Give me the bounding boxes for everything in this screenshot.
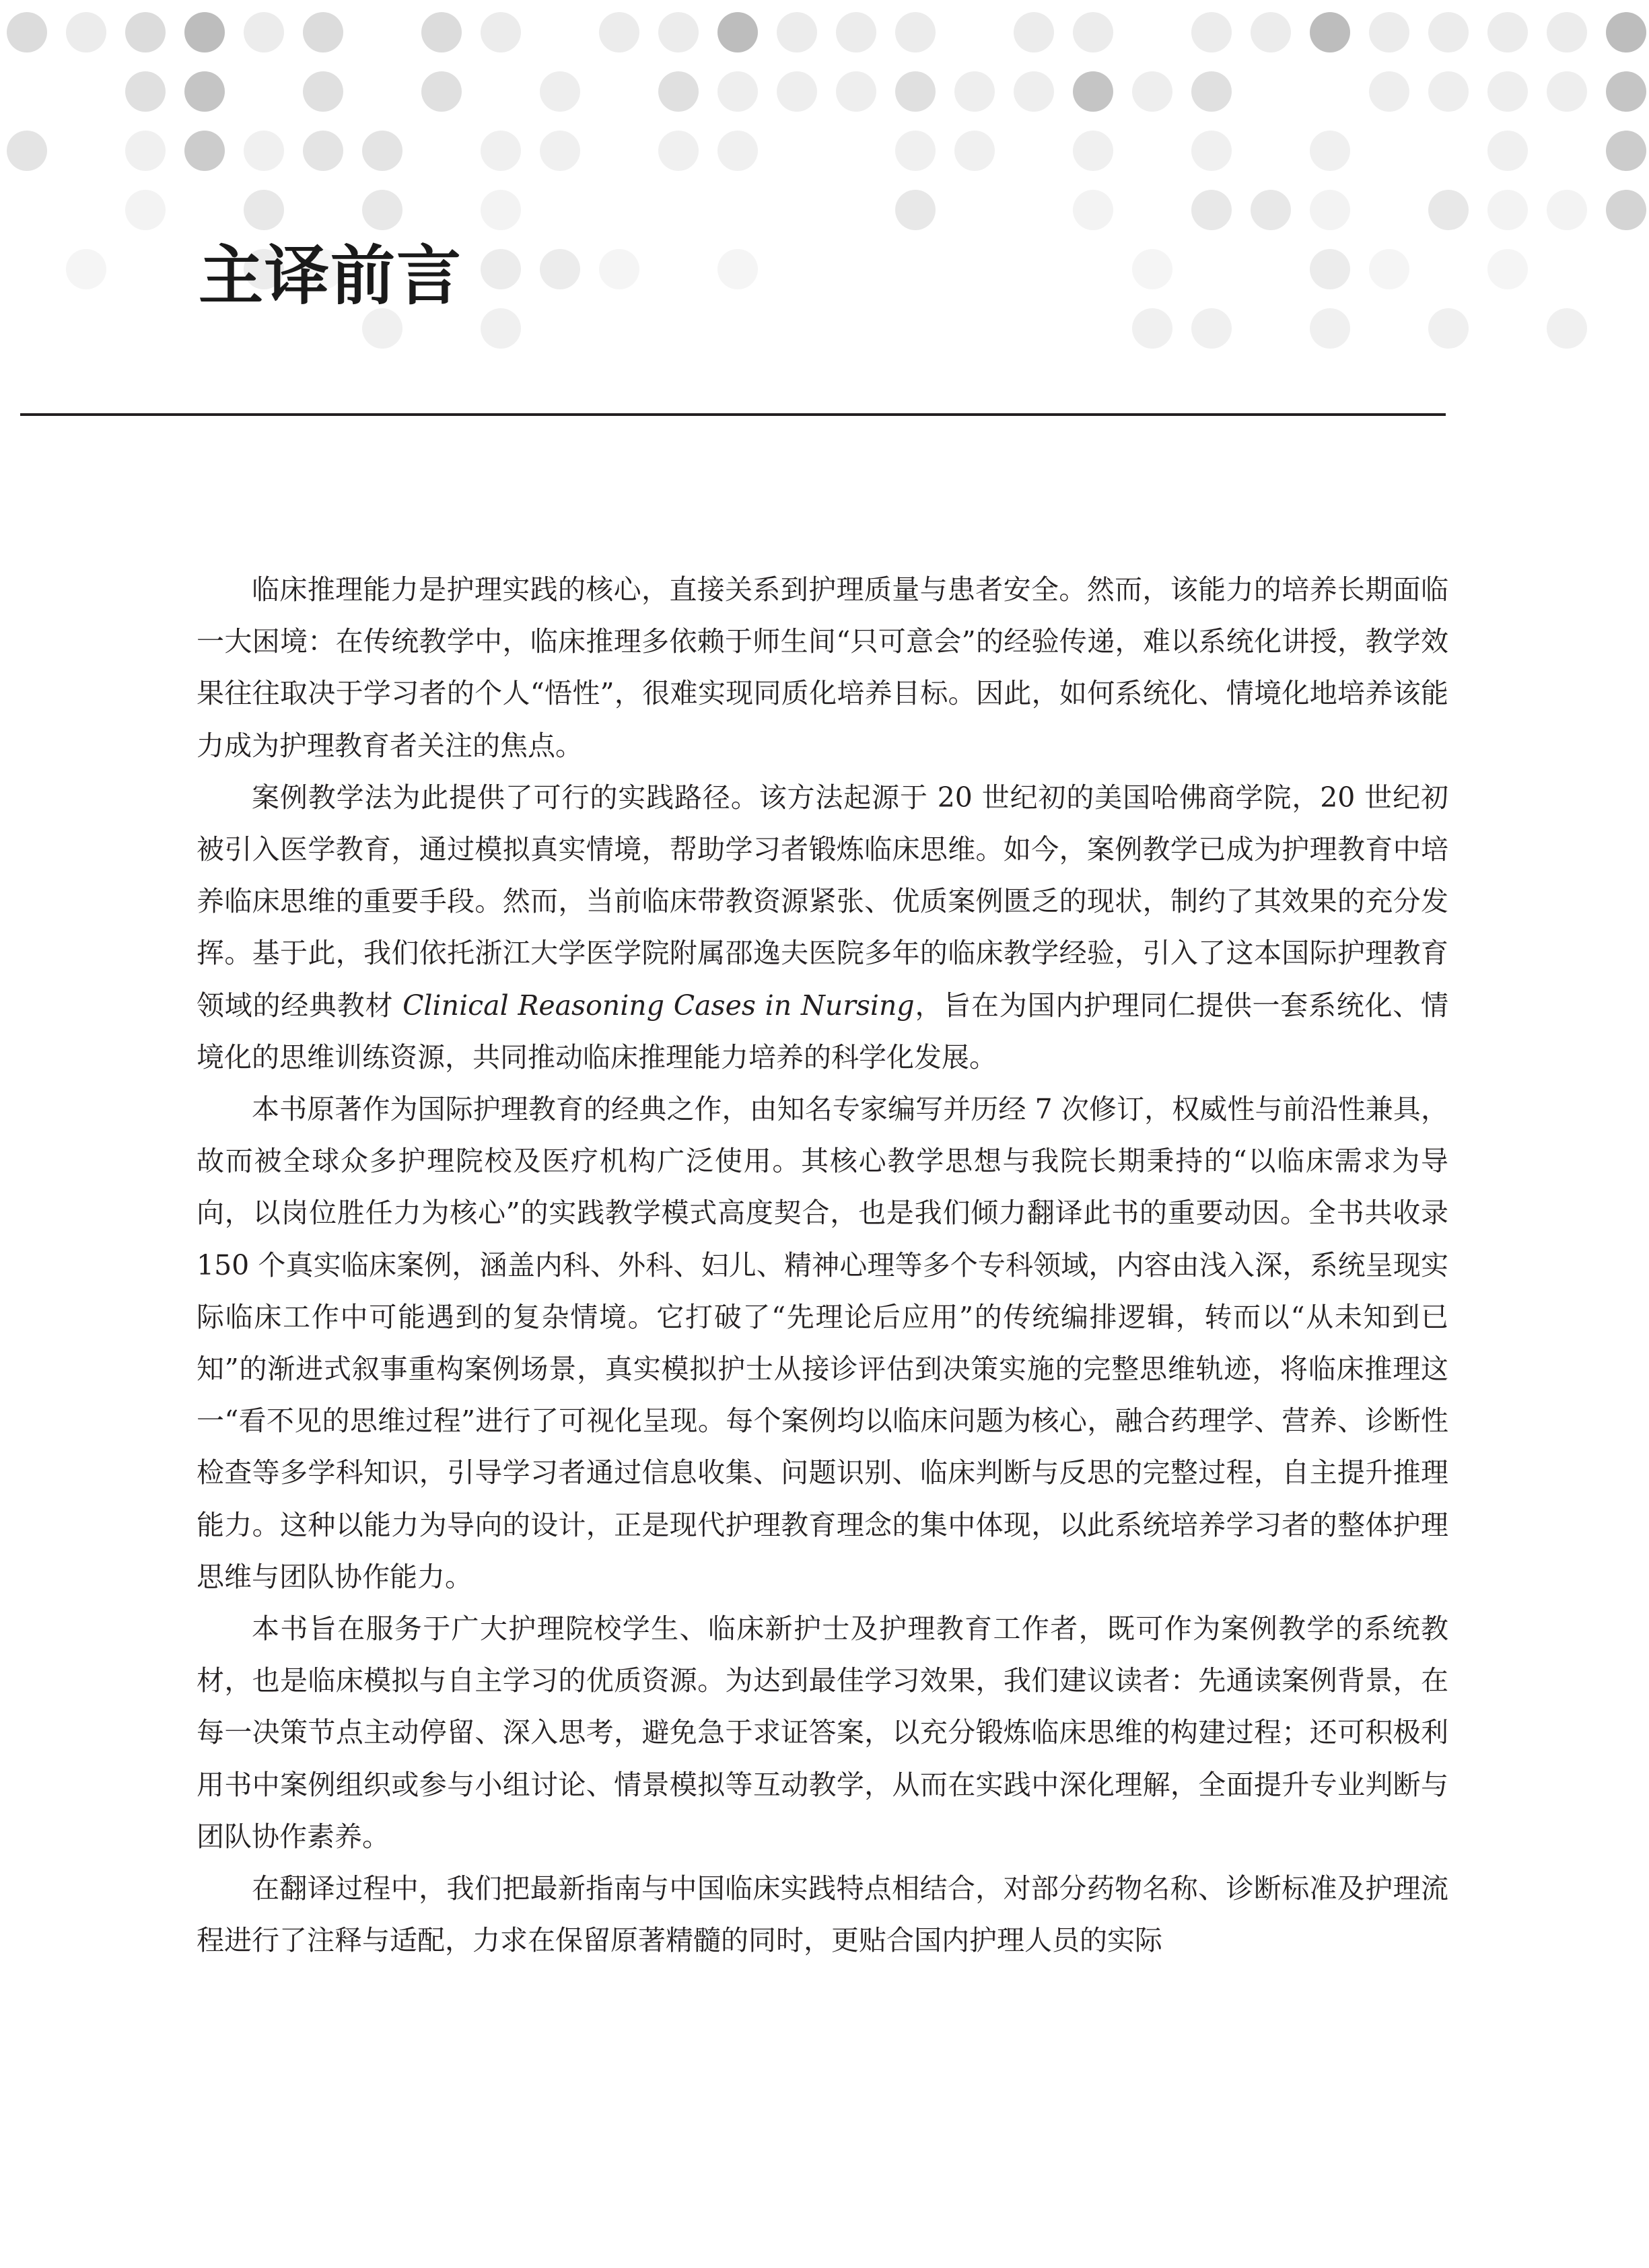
decorative-dot	[125, 131, 166, 171]
page-title: 主译前言	[199, 238, 462, 314]
decorative-dot	[125, 12, 166, 52]
paragraph-3: 本书原著作为国际护理教育的经典之作，由知名专家编写并历经 7 次修订，权威性与前沿性兼具，故而被全球众多护理院校及医疗机构广泛使用。其核心教学思想与我院长期秉持的“以临床需求为导向，以岗位胜任力为核心”的实践教学模式高度契合，也是我们倾力翻译此书的重要动因。全书共收录 150 个真实临床案例，涵盖内科、外科、妇儿、精神心理等多个专科领域，内容由浅入深，系统呈现实际临床工作中可能遇到的复杂情境。它打破了“先理论后应用”的传统编排逻辑，转而以“从未知到已知”的渐进式叙事重构案例场景，真实模拟护士从接诊评估到决策实施的完整思维轨迹，将临床推理这一“看不见的思维过程”进行了可视化呈现。每个案例均以临床问题为核心，融合药理学、营养、诊断性检查等多学科知识，引导学习者通过信息收集、问题识别、临床判断与反思的完整过程，自主提升推理能力。这种以能力为导向的设计，正是现代护理教育理念的集中体现，以此系统培养学习者的整体护理思维与团队协作能力。	[197, 1093, 1448, 1593]
decorative-dot	[1132, 71, 1172, 112]
preface-body	[197, 564, 1448, 1966]
decorative-dot	[599, 249, 639, 289]
decorative-dot	[1310, 190, 1350, 230]
decorative-dot	[481, 131, 521, 171]
decorative-dot	[1310, 249, 1350, 289]
decorative-dot	[836, 12, 876, 52]
decorative-dot	[1606, 71, 1646, 112]
decorative-dot	[1251, 12, 1291, 52]
book-title-italic: Clinical Reasoning Cases in Nursing	[402, 989, 915, 1022]
decorative-dot	[1191, 12, 1232, 52]
paragraph-4: 本书旨在服务于广大护理院校学生、临床新护士及护理教育工作者，既可作为案例教学的系统教材，也是临床模拟与自主学习的优质资源。为达到最佳学习效果，我们建议读者：先通读案例背景，在每一决策节点主动停留、深入思考，避免急于求证答案，以充分锻炼临床思维的构建过程；还可积极利用书中案例组织或参与小组讨论、情景模拟等互动教学，从而在实践中深化理解，全面提升专业判断与团队协作素养。	[197, 1613, 1448, 1853]
decorative-dot	[303, 12, 343, 52]
decorative-dot	[184, 131, 225, 171]
decorative-dot	[1073, 71, 1113, 112]
decorative-dot	[717, 71, 758, 112]
decorative-dot	[1428, 190, 1469, 230]
decorative-dot	[1132, 249, 1172, 289]
decorative-dot	[1487, 249, 1528, 289]
decorative-dot	[599, 12, 639, 52]
decorative-dot	[1014, 12, 1054, 52]
decorative-dot	[66, 249, 106, 289]
decorative-dot	[1310, 131, 1350, 171]
decorative-dot	[954, 131, 995, 171]
decorative-dot-pattern	[0, 0, 1649, 377]
decorative-dot	[540, 249, 580, 289]
decorative-dot	[1428, 308, 1469, 349]
decorative-dot	[1014, 71, 1054, 112]
decorative-dot	[1606, 12, 1646, 52]
decorative-dot	[1547, 308, 1587, 349]
decorative-dot	[421, 12, 462, 52]
decorative-dot	[1487, 131, 1528, 171]
decorative-dot	[1369, 71, 1409, 112]
decorative-dot	[717, 249, 758, 289]
decorative-dot	[481, 12, 521, 52]
decorative-dot	[303, 131, 343, 171]
decorative-dot	[1251, 190, 1291, 230]
decorative-dot	[1132, 308, 1172, 349]
decorative-dot	[777, 12, 817, 52]
decorative-dot	[1547, 71, 1587, 112]
decorative-dot	[1428, 71, 1469, 112]
decorative-dot	[1547, 190, 1587, 230]
decorative-dot	[895, 71, 936, 112]
decorative-dot	[658, 71, 699, 112]
decorative-dot	[1487, 190, 1528, 230]
decorative-dot	[1191, 71, 1232, 112]
decorative-dot	[1191, 308, 1232, 349]
paragraph-1: 临床推理能力是护理实践的核心，直接关系到护理质量与患者安全。然而，该能力的培养长期面临一大困境：在传统教学中，临床推理多依赖于师生间“只可意会”的经验传递，难以系统化讲授，教学效果往往取决于学习者的个人“悟性”，很难实现同质化培养目标。因此，如何系统化、情境化地培养该能力成为护理教育者关注的焦点。	[197, 573, 1448, 762]
decorative-dot	[1369, 12, 1409, 52]
decorative-dot	[1073, 190, 1113, 230]
decorative-dot	[1428, 12, 1469, 52]
decorative-dot	[481, 190, 521, 230]
decorative-dot	[717, 131, 758, 171]
decorative-dot	[1191, 190, 1232, 230]
decorative-dot	[481, 308, 521, 349]
decorative-dot	[836, 71, 876, 112]
paragraph-2-text-a: 案例教学法为此提供了可行的实践路径。该方法起源于 20 世纪初的美国哈佛商学院，20 世纪初被引入医学教育，通过模拟真实情境，帮助学习者锻炼临床思维。如今，案例教学已成为护理教育中培养临床思维的重要手段。然而，当前临床带教资源紧张、优质案例匮乏的现状，制约了其效果的充分发挥。基于此，我们依托浙江大学医学院附属邵逸夫医院多年的临床教学经验，引入了这本国际护理教育领域的经典教材	[197, 781, 1448, 1022]
decorative-dot	[717, 12, 758, 52]
decorative-dot	[1606, 190, 1646, 230]
decorative-dot	[362, 131, 402, 171]
decorative-dot	[1487, 71, 1528, 112]
title-divider	[20, 413, 1446, 416]
paragraph-2-text-b: ，旨在为国内护理同仁提供一套系统化、情境化的思维训练资源，共同推动临床推理能力培养的科学化发展。	[197, 989, 1448, 1073]
decorative-dot	[777, 71, 817, 112]
decorative-dot	[540, 131, 580, 171]
decorative-dot	[125, 71, 166, 112]
decorative-dot	[954, 71, 995, 112]
decorative-dot	[244, 12, 284, 52]
decorative-dot	[481, 249, 521, 289]
decorative-dot	[1073, 12, 1113, 52]
decorative-dot	[1487, 12, 1528, 52]
decorative-dot	[362, 190, 402, 230]
paragraph-5: 在翻译过程中，我们把最新指南与中国临床实践特点相结合，对部分药物名称、诊断标准及护理流程进行了注释与适配，力求在保留原著精髓的同时，更贴合国内护理人员的实际	[197, 1872, 1448, 1957]
decorative-dot	[1547, 12, 1587, 52]
decorative-dot	[1310, 12, 1350, 52]
decorative-dot	[125, 190, 166, 230]
decorative-dot	[895, 190, 936, 230]
decorative-dot	[421, 71, 462, 112]
decorative-dot	[244, 190, 284, 230]
decorative-dot	[540, 71, 580, 112]
decorative-dot	[1073, 131, 1113, 171]
decorative-dot	[244, 131, 284, 171]
decorative-dot	[66, 12, 106, 52]
decorative-dot	[1606, 131, 1646, 171]
paragraph-2	[197, 772, 1448, 1084]
dot-grid-graphic	[0, 0, 1649, 377]
decorative-dot	[184, 71, 225, 112]
decorative-dot	[303, 71, 343, 112]
decorative-dot	[7, 131, 47, 171]
decorative-dot	[1191, 131, 1232, 171]
decorative-dot	[895, 12, 936, 52]
decorative-dot	[658, 12, 699, 52]
decorative-dot	[895, 131, 936, 171]
decorative-dot	[1369, 249, 1409, 289]
decorative-dot	[184, 12, 225, 52]
decorative-dot	[1310, 308, 1350, 349]
decorative-dot	[658, 131, 699, 171]
decorative-dot	[7, 12, 47, 52]
